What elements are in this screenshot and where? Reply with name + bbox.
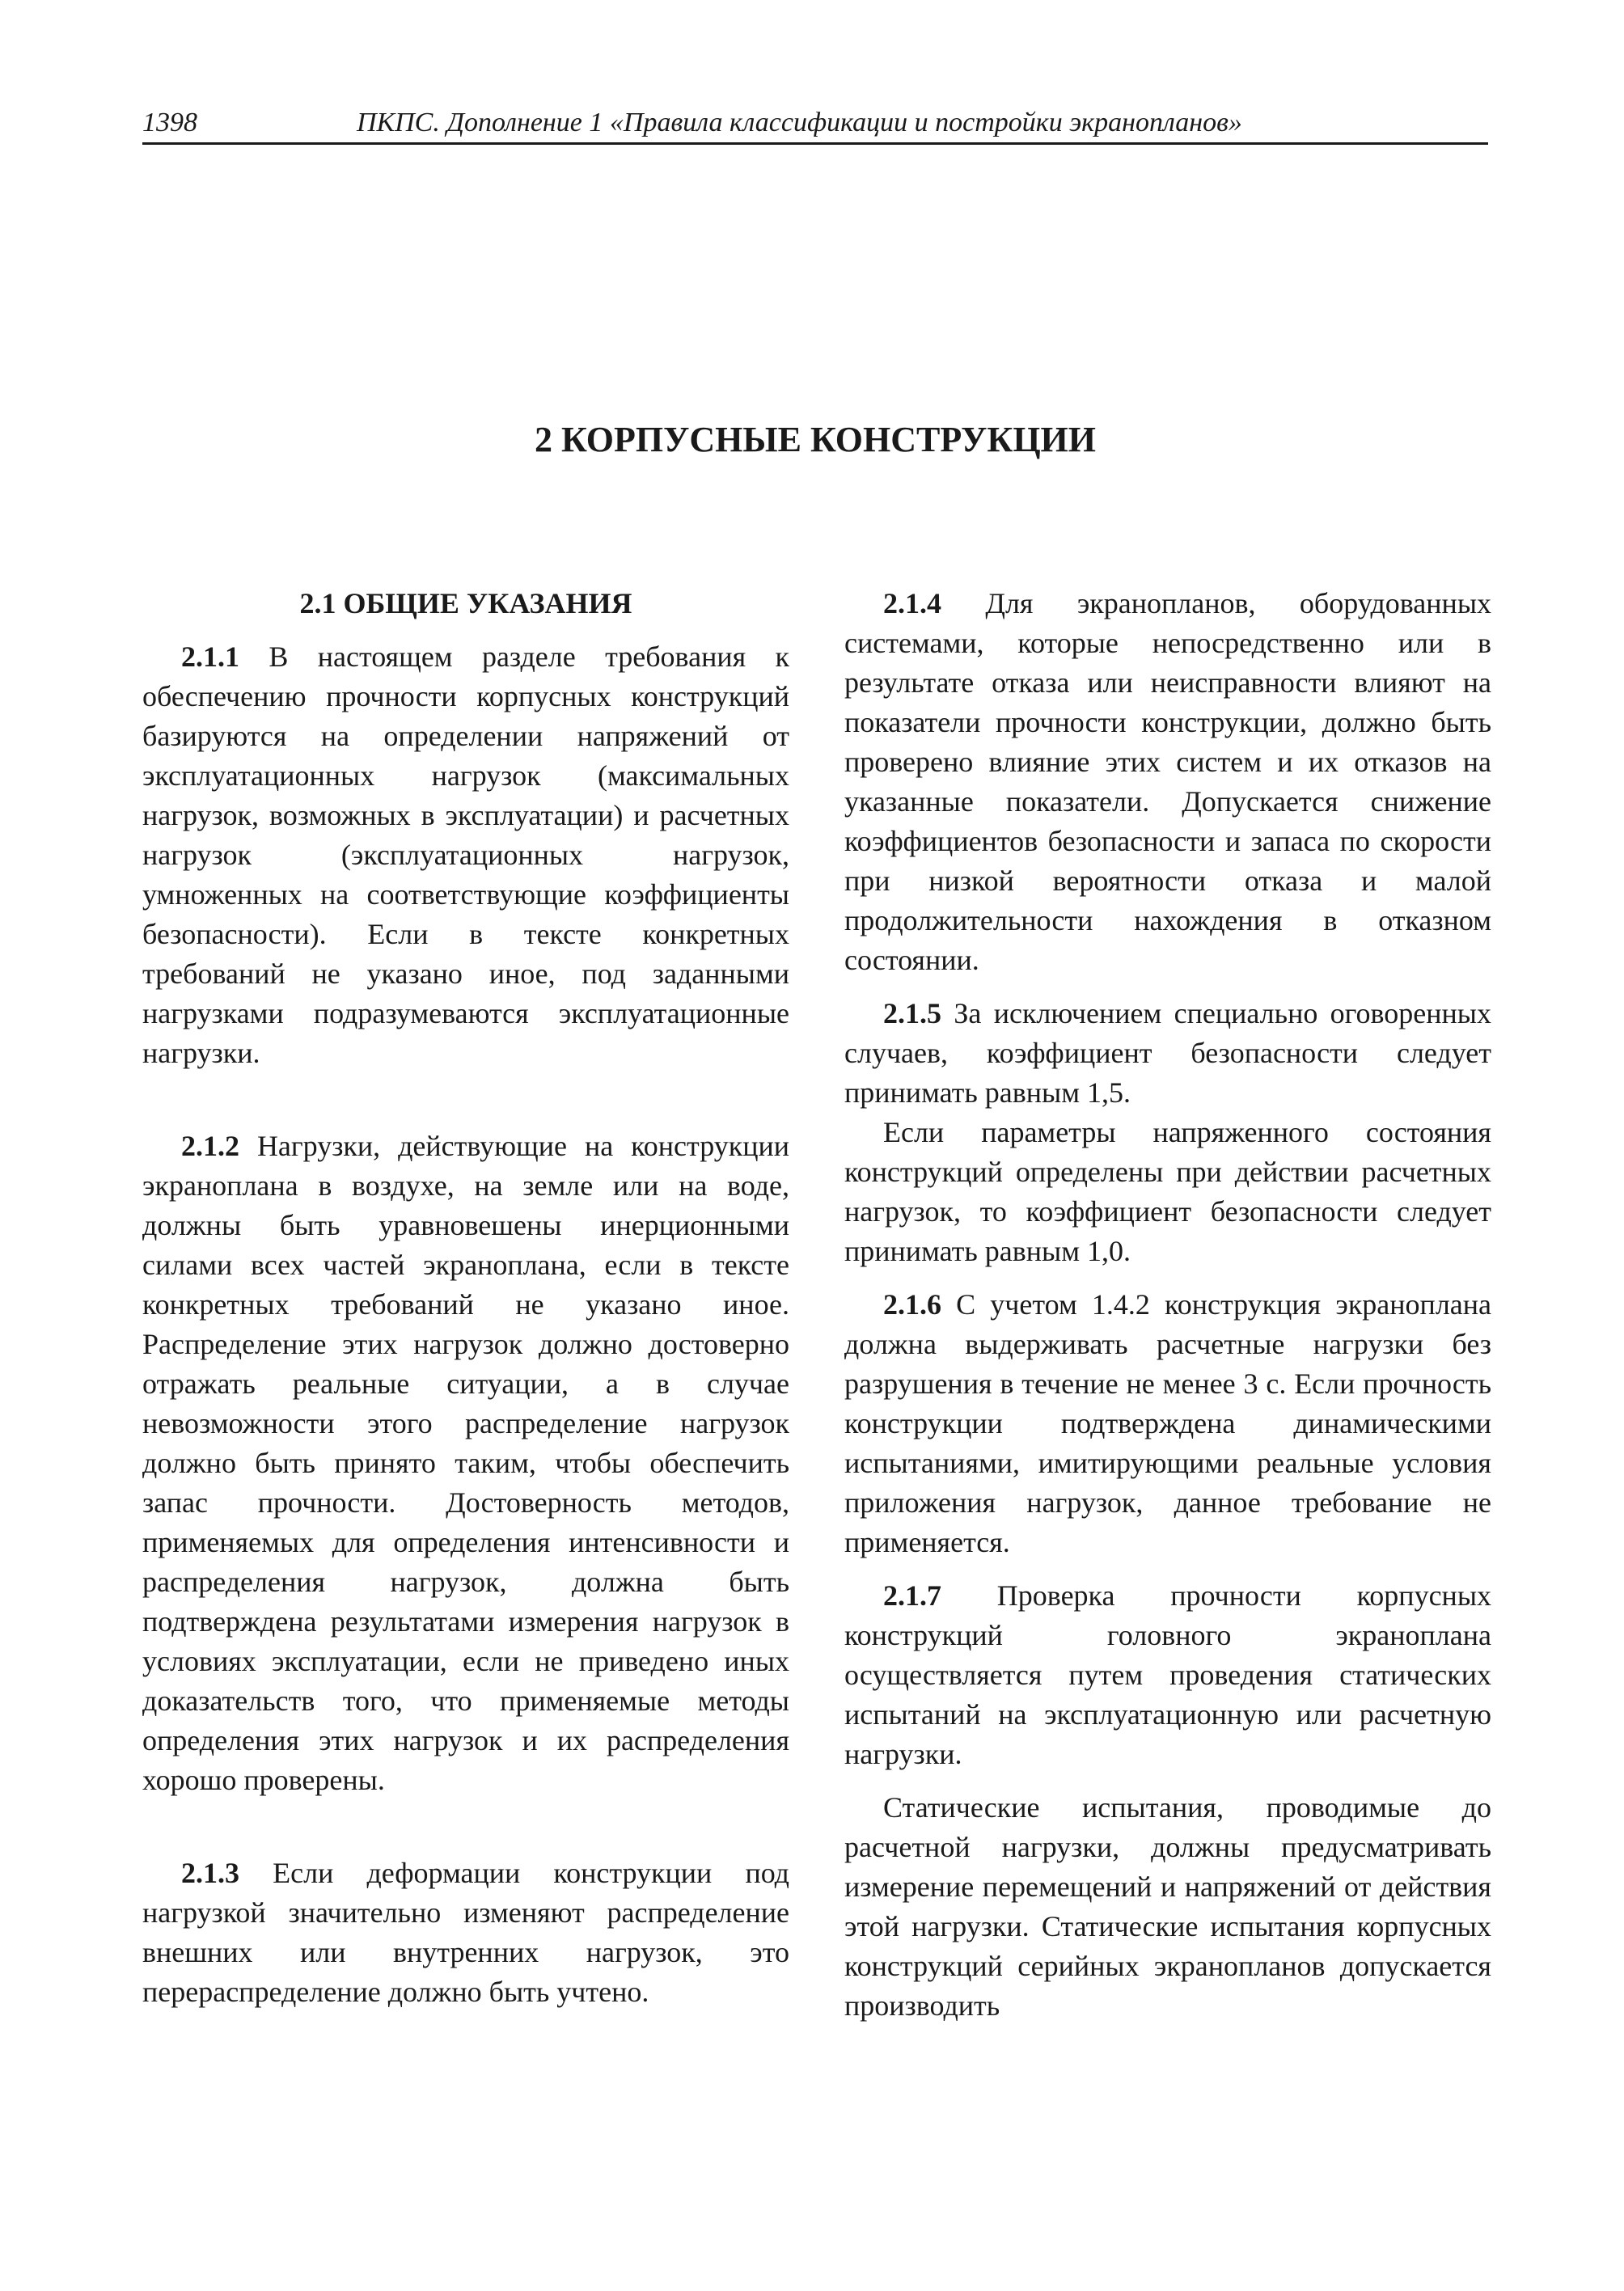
clause-text: Для экранопланов, оборудованных системами, которые непосредственно или в результате отказа или неисправности влияют на показатели прочности конструкции, должно быть проверено влияние этих систем и их отказов на указанные показатели. Допускается снижение коэффициентов безопасности и запаса по скорости при низкой вероятности отказа и малой продолжительности нахождения в отказном состоянии. [844, 587, 1492, 976]
clause-text: Если параметры напряженного состояния конструкций определены при действии расчетных нагрузок, то коэффициент безопасности следует принимать равным 1,0. [844, 1116, 1491, 1267]
page-number: 1398 [142, 108, 197, 137]
right-column [844, 584, 1491, 2026]
clause-number: 2.1.7 [883, 1579, 941, 1612]
clause-text: С учетом 1.4.2 конструкция экраноплана должна выдерживать расчетные нагрузки без разрушения в течение не менее 3 с. Если прочность конструкции подтверждена динамическими испытаниями, имитирующими реальные условия приложения нагрузок, данное требование не применяется. [844, 1288, 1492, 1558]
section-heading: 2.1 ОБЩИЕ УКАЗАНИЯ [299, 587, 632, 619]
clause-text: Статические испытания, проводимые до расчетной нагрузки, должны предусматривать измерение перемещений и напряжений от действия этой нагрузки. Статические испытания корпусных конструкций серийных экранопланов допускается производить [844, 1791, 1491, 2022]
document-title: ПКПС. Дополнение 1 «Правила классификации и постройки экранопланов» [357, 108, 1242, 137]
running-header [142, 104, 1488, 145]
chapter-title: 2 КОРПУСНЫЕ КОНСТРУКЦИИ [534, 420, 1096, 459]
clause-number: 2.1.5 [883, 997, 941, 1029]
clause-2-1-1 [142, 637, 789, 1073]
clause-number: 2.1.2 [181, 1130, 239, 1162]
clause-number: 2.1.6 [883, 1288, 941, 1321]
clause-text: В настоящем разделе требования к обеспечению прочности корпусных конструкций базируются на определении напряжений от эксплуатационных нагрузок (максимальных нагрузок, возможных в эксплуатации) и расчетных нагрузок (эксплуатационных нагрузок, умноженных на соответствующие коэффициенты безопасности). Если в тексте конкретных требований не указано иное, под заданными нагрузками подразумеваются эксплуатационные нагрузки. [142, 640, 790, 1069]
clause-text: Нагрузки, действующие на конструкции экраноплана в воздухе, на земле или на воде, должны быть уравновешены инерционными силами всех частей экраноплана, если в тексте конкретных требований не указано иное. Распределение этих нагрузок должно достоверно отражать реальные ситуации, а в случае невозможности этого распределение нагрузок должно быть принято таким, чтобы обеспечить запас прочности. Достоверность методов, применяемых для определения интенсивности и распределения нагрузок, должна быть подтверждена результатами измерения нагрузок в условиях эксплуатации, если не приведено иных доказательств того, что применяемые методы определения этих нагрузок и их распределения хорошо проверены. [142, 1130, 790, 1796]
clause-number: 2.1.1 [181, 640, 239, 673]
clause-2-1-7-continuation [844, 1788, 1491, 2026]
clause-2-1-5 [844, 994, 1491, 1113]
left-column [142, 584, 789, 2012]
clause-2-1-2 [142, 1126, 789, 1800]
clause-text: Проверка прочности корпусных конструкций головного экраноплана осуществляется путем проведения статических испытаний на эксплуатационную или расчетную нагрузки. [844, 1579, 1492, 1770]
clause-2-1-4 [844, 584, 1491, 980]
clause-2-1-7 [844, 1576, 1491, 1774]
clause-2-1-3 [142, 1854, 789, 2012]
clause-number: 2.1.4 [883, 587, 941, 619]
clause-2-1-6 [844, 1285, 1491, 1562]
clause-2-1-5-continuation [844, 1113, 1491, 1271]
clause-text: За исключением специально оговоренных случаев, коэффициент безопасности следует принимать равным 1,5. [844, 997, 1491, 1109]
clause-number: 2.1.3 [181, 1857, 239, 1889]
clause-text: Если деформации конструкции под нагрузкой значительно изменяют распределение внешних или внутренних нагрузок, это перераспределение должно быть учтено. [142, 1857, 789, 2008]
